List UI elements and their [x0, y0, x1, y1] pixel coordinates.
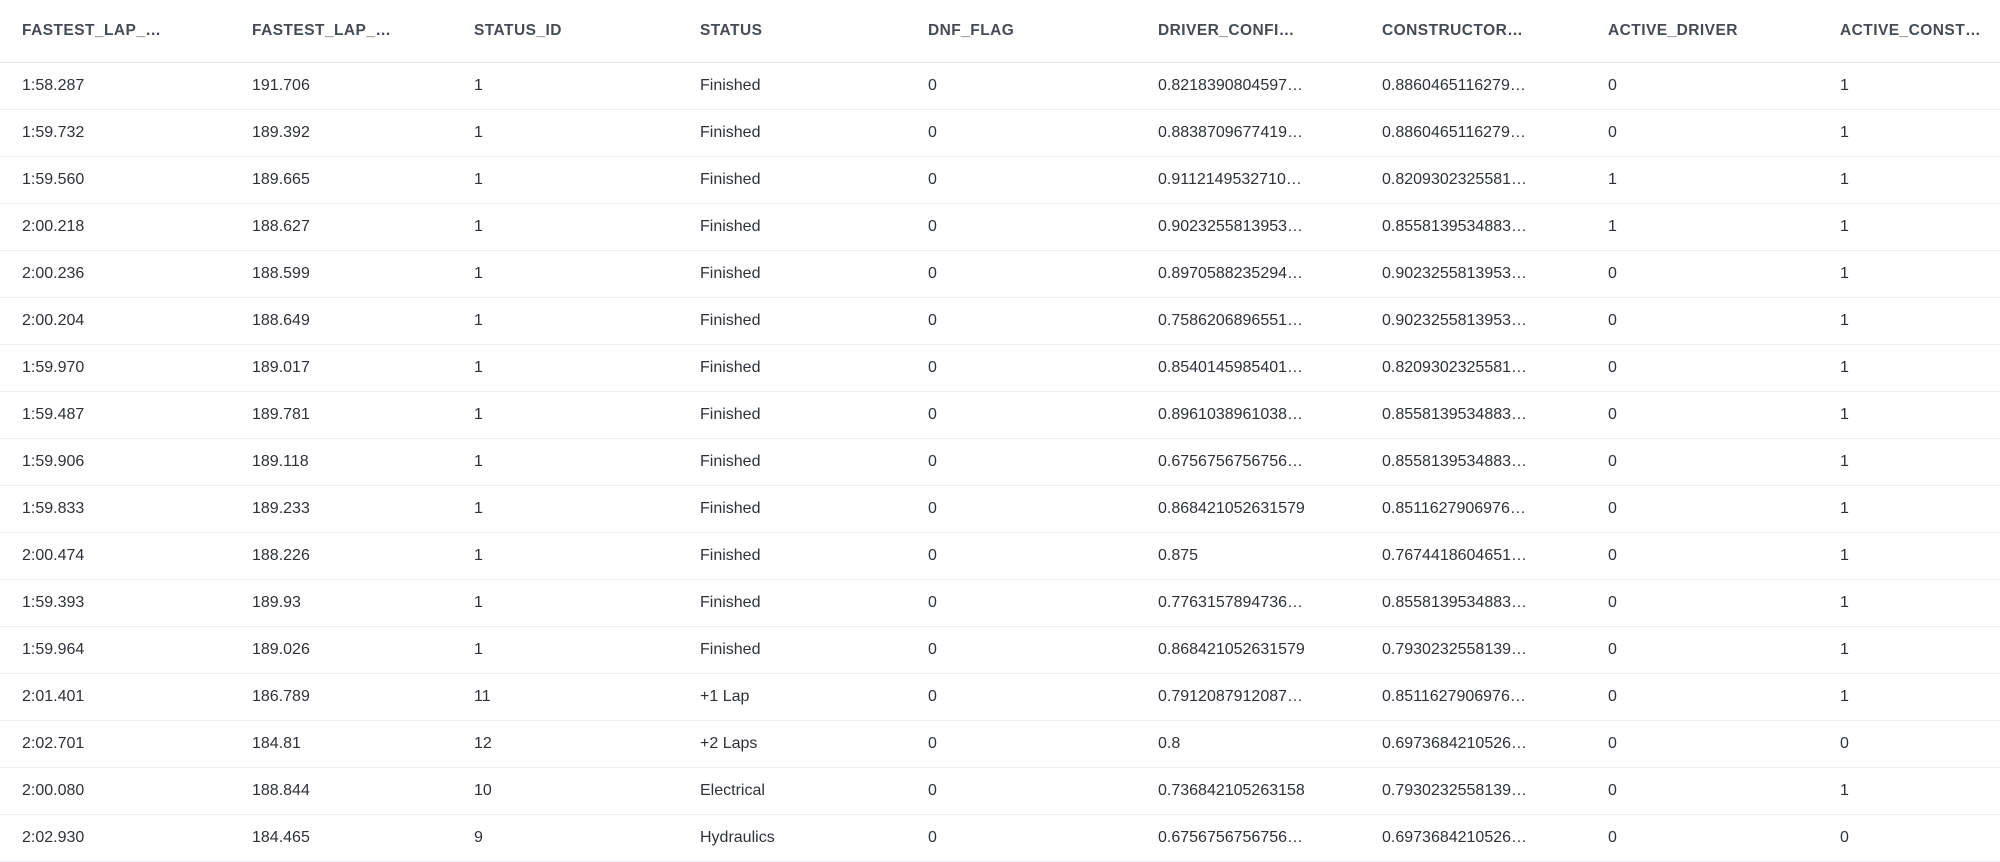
table-cell: 0 [1586, 345, 1818, 392]
table-cell: 0 [1586, 768, 1818, 815]
table-cell: 1:58.287 [0, 63, 230, 110]
table-cell: 1 [1818, 392, 2000, 439]
table-cell: 0 [906, 627, 1136, 674]
table-cell: 0 [1586, 110, 1818, 157]
table-cell: 0 [906, 204, 1136, 251]
table-cell: Finished [678, 533, 906, 580]
table-cell: 184.81 [230, 721, 452, 768]
table-cell: 0.875 [1136, 533, 1360, 580]
table-cell: 0.8511627906976… [1360, 486, 1586, 533]
table-cell: 0.868421052631579 [1136, 486, 1360, 533]
table-cell: Finished [678, 251, 906, 298]
table-cell: Finished [678, 486, 906, 533]
table-row[interactable] [0, 251, 2000, 298]
table-cell: 188.226 [230, 533, 452, 580]
table-cell: 1 [452, 157, 678, 204]
table-cell: 2:00.236 [0, 251, 230, 298]
table-cell: 184.465 [230, 815, 452, 862]
column-header-status-id[interactable]: STATUS_ID [452, 0, 678, 63]
table-cell: 1 [1818, 157, 2000, 204]
table-cell: 1:59.560 [0, 157, 230, 204]
column-header-active-driver[interactable]: ACTIVE_DRIVER [1586, 0, 1818, 63]
table-cell: 0 [1586, 439, 1818, 486]
table-cell: 1 [452, 204, 678, 251]
table-cell: 1 [452, 392, 678, 439]
table-cell: 0.7763157894736… [1136, 580, 1360, 627]
table-cell: 10 [452, 768, 678, 815]
table-cell: Finished [678, 439, 906, 486]
table-cell: 1 [452, 110, 678, 157]
table-cell: 0.8558139534883… [1360, 392, 1586, 439]
table-cell: 189.017 [230, 345, 452, 392]
table-cell: 189.392 [230, 110, 452, 157]
table-cell: 0 [1586, 298, 1818, 345]
table-cell: 1:59.393 [0, 580, 230, 627]
table-cell: 0.8860465116279… [1360, 110, 1586, 157]
table-cell: 1 [452, 439, 678, 486]
column-header-active-constructor[interactable]: ACTIVE_CONST… [1818, 0, 2000, 63]
table-cell: 189.93 [230, 580, 452, 627]
table-cell: 0.8 [1136, 721, 1360, 768]
table-row[interactable] [0, 721, 2000, 768]
table-cell: 0.8970588235294… [1136, 251, 1360, 298]
table-row[interactable] [0, 815, 2000, 862]
table-cell: 0 [906, 110, 1136, 157]
table-cell: 189.665 [230, 157, 452, 204]
table-cell: 0.8558139534883… [1360, 204, 1586, 251]
table-cell: 0.6756756756756… [1136, 439, 1360, 486]
table-cell: 9 [452, 815, 678, 862]
table-cell: 2:00.080 [0, 768, 230, 815]
table-row[interactable] [0, 298, 2000, 345]
table-cell: 189.233 [230, 486, 452, 533]
table-cell: 0.6756756756756… [1136, 815, 1360, 862]
table-cell: 188.844 [230, 768, 452, 815]
table-cell: 1 [1818, 345, 2000, 392]
table-cell: 0.9112149532710… [1136, 157, 1360, 204]
table-cell: 0 [906, 345, 1136, 392]
table-cell: 0.8961038961038… [1136, 392, 1360, 439]
table-cell: 1 [452, 345, 678, 392]
table-cell: 1:59.964 [0, 627, 230, 674]
table-cell: Finished [678, 298, 906, 345]
table-cell: 2:01.401 [0, 674, 230, 721]
table-cell: 0.8511627906976… [1360, 674, 1586, 721]
table-cell: 0 [906, 674, 1136, 721]
table-cell: 0 [1586, 815, 1818, 862]
table-cell: 189.026 [230, 627, 452, 674]
table-cell: 0.8540145985401… [1136, 345, 1360, 392]
table-row[interactable] [0, 580, 2000, 627]
table-cell: 0 [906, 580, 1136, 627]
table-cell: 1 [452, 580, 678, 627]
table-header-row [0, 0, 2000, 63]
table-cell: 1 [1818, 110, 2000, 157]
table-cell: 0.9023255813953… [1360, 251, 1586, 298]
table-header [0, 0, 2000, 63]
table-cell: 1 [1818, 580, 2000, 627]
table-cell: 0 [906, 721, 1136, 768]
table-cell: 0.7912087912087… [1136, 674, 1360, 721]
table-cell: 0.7930232558139… [1360, 627, 1586, 674]
table-cell: 1:59.970 [0, 345, 230, 392]
table-cell: 1:59.833 [0, 486, 230, 533]
table-cell: 0.7930232558139… [1360, 768, 1586, 815]
table-row[interactable] [0, 533, 2000, 580]
table-cell: Finished [678, 392, 906, 439]
table-cell: 189.781 [230, 392, 452, 439]
table-cell: 0 [1586, 251, 1818, 298]
table-cell: Electrical [678, 768, 906, 815]
table-cell: 2:02.701 [0, 721, 230, 768]
table-cell: 1 [1818, 204, 2000, 251]
table-cell: 188.649 [230, 298, 452, 345]
table-cell: 0 [906, 439, 1136, 486]
table-cell: 1:59.732 [0, 110, 230, 157]
column-header-status[interactable]: STATUS [678, 0, 906, 63]
table-cell: 0 [1586, 486, 1818, 533]
table-cell: 0.9023255813953… [1360, 298, 1586, 345]
table-cell: 2:00.474 [0, 533, 230, 580]
table-cell: 1 [1818, 298, 2000, 345]
table-cell: 1 [1818, 674, 2000, 721]
table-cell: Finished [678, 204, 906, 251]
table-cell: Finished [678, 580, 906, 627]
table-cell: 12 [452, 721, 678, 768]
table-cell: 0 [1586, 721, 1818, 768]
table-cell: Finished [678, 157, 906, 204]
table-cell: 1 [1818, 63, 2000, 110]
table-cell: 1 [1818, 627, 2000, 674]
table-cell: 0.868421052631579 [1136, 627, 1360, 674]
table-cell: 191.706 [230, 63, 452, 110]
table-cell: 189.118 [230, 439, 452, 486]
table-cell: 1 [1586, 157, 1818, 204]
table-body [0, 63, 2000, 862]
table-cell: 1 [1818, 533, 2000, 580]
table-cell: 186.789 [230, 674, 452, 721]
table-cell: +1 Lap [678, 674, 906, 721]
table-cell: 0.6973684210526… [1360, 721, 1586, 768]
table-row[interactable] [0, 674, 2000, 721]
table-cell: 0 [1586, 392, 1818, 439]
table-cell: Finished [678, 345, 906, 392]
column-header-constructor-reliability[interactable]: CONSTRUCTOR… [1360, 0, 1586, 63]
table-row[interactable] [0, 63, 2000, 110]
table-cell: 1 [1818, 486, 2000, 533]
table-row[interactable] [0, 768, 2000, 815]
table-cell: 0.8838709677419… [1136, 110, 1360, 157]
table-cell: 0.8209302325581… [1360, 157, 1586, 204]
table-cell: 0 [906, 251, 1136, 298]
column-header-fastest-lap-speed[interactable]: FASTEST_LAP_… [230, 0, 452, 63]
table-cell: 0.8860465116279… [1360, 63, 1586, 110]
column-header-dnf-flag[interactable]: DNF_FLAG [906, 0, 1136, 63]
table-row[interactable] [0, 345, 2000, 392]
table-cell: 1 [452, 533, 678, 580]
table-cell: 0.6973684210526… [1360, 815, 1586, 862]
table-row[interactable] [0, 392, 2000, 439]
table-cell: 1 [1818, 768, 2000, 815]
table-cell: 0.8209302325581… [1360, 345, 1586, 392]
table-cell: 1 [1818, 439, 2000, 486]
table-cell: 2:00.204 [0, 298, 230, 345]
table-cell: 1 [452, 486, 678, 533]
table-cell: +2 Laps [678, 721, 906, 768]
table-cell: 0.8218390804597… [1136, 63, 1360, 110]
table-cell: 0 [906, 768, 1136, 815]
table-cell: 2:02.930 [0, 815, 230, 862]
table-cell: 0 [1586, 63, 1818, 110]
table-cell: 188.599 [230, 251, 452, 298]
table-cell: 0.8558139534883… [1360, 439, 1586, 486]
table-cell: 0.7586206896551… [1136, 298, 1360, 345]
table-cell: 0 [1586, 674, 1818, 721]
table-cell: 0.736842105263158 [1136, 768, 1360, 815]
table-cell: 0 [906, 815, 1136, 862]
table-cell: 0 [1818, 721, 2000, 768]
table-row[interactable] [0, 110, 2000, 157]
table-cell: 1 [452, 627, 678, 674]
table-cell: 0 [1586, 627, 1818, 674]
table-row[interactable] [0, 486, 2000, 533]
table-cell: 0 [906, 157, 1136, 204]
table-cell: 1:59.487 [0, 392, 230, 439]
table-cell: Hydraulics [678, 815, 906, 862]
table-cell: 1 [1818, 251, 2000, 298]
table-cell: 0 [906, 486, 1136, 533]
table-cell: 11 [452, 674, 678, 721]
table-cell: 0 [906, 533, 1136, 580]
table-cell: 0.7674418604651… [1360, 533, 1586, 580]
table-cell: 2:00.218 [0, 204, 230, 251]
table-row[interactable] [0, 627, 2000, 674]
table-row[interactable] [0, 157, 2000, 204]
table-cell: Finished [678, 63, 906, 110]
table-cell: Finished [678, 627, 906, 674]
table-row[interactable] [0, 204, 2000, 251]
table-cell: 1:59.906 [0, 439, 230, 486]
table-cell: 1 [452, 298, 678, 345]
table-cell: 0 [906, 63, 1136, 110]
table-cell: 188.627 [230, 204, 452, 251]
table-cell: 1 [452, 63, 678, 110]
table-cell: 0 [906, 298, 1136, 345]
table-cell: 0.9023255813953… [1136, 204, 1360, 251]
table-cell: 1 [1586, 204, 1818, 251]
table-cell: 1 [452, 251, 678, 298]
table-cell: 0 [1818, 815, 2000, 862]
table-cell: 0 [1586, 533, 1818, 580]
table-cell: 0 [906, 392, 1136, 439]
column-header-fastest-lap-time[interactable]: FASTEST_LAP_… [0, 0, 230, 63]
column-header-driver-confidence[interactable]: DRIVER_CONFI… [1136, 0, 1360, 63]
table-cell: Finished [678, 110, 906, 157]
table-row[interactable] [0, 439, 2000, 486]
table-cell: 0 [1586, 580, 1818, 627]
table-cell: 0.8558139534883… [1360, 580, 1586, 627]
